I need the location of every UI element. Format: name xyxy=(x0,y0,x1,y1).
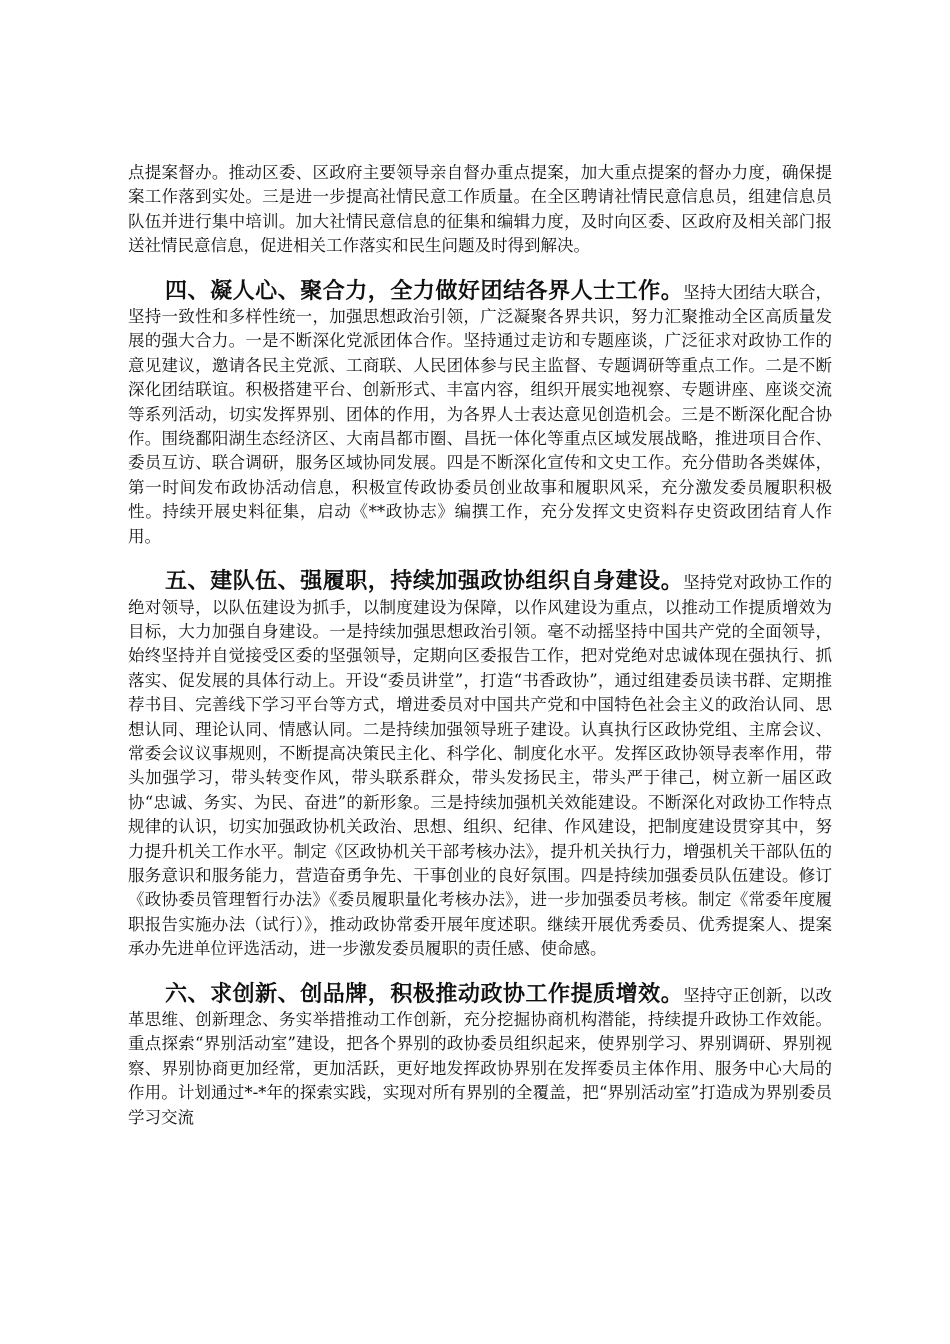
paragraph-text: 点提案督办。推动区委、区政府主要领导亲自督办重点提案，加大重点提案的督办力度，确保提案工作落到实处。三是进一步提高社情民意工作质量。在全区聘请社情民意信息员，组建信息员队伍并进行集中培训。加大社情民意信息的征集和编辑力度，及时向区委、区政府及相关部门报送社情民意信息，促进相关工作落实和民生问题及时得到解决。 xyxy=(128,163,832,256)
section-heading: 四、凝人心、聚合力，全力做好团结各界人士工作。 xyxy=(165,278,684,304)
paragraph-text: 坚持守正创新，以改革思维、创新理念、务实举措推动工作创新，充分挖掘协商机构潜能，持续提升政协工作效能。重点探索“界别活动室”建设，把各个界别的政协委员组织起来，使界别学习、界别调研、界别视察、界别协商更加经常，更加活跃，更好地发挥政协界别在发挥委员主体作用、服务中心大局的作用。计划通过*-*年的探索实践，实现对所有界别的全覆盖，把“界别活动室”打造成为界别委员学习交流 xyxy=(128,985,832,1127)
paragraph-text: 坚持党对政协工作的绝对领导，以队伍建设为抓手，以制度建设为保障，以作风建设为重点，以推动工作提质增效为目标，大力加强自身建设。一是持续加强思想政治引领。毫不动摇坚持中国共产党的全面领导，始终坚持并自觉接受区委的坚强领导，定期向区委报告工作，把对党绝对忠诚体现在强执行、抓落实、促发展的具体行动上。开设“委员讲堂”，打造“书香政协”，通过组建委员读书群、定期推荐书目、完善线下学习平台等方式，增进委员对中国共产党和中国特色社会主义的政治认同、思想认同、理论认同、情感认同。二是持续加强领导班子建设。认真执行区政协党组、主席会议、常委会议议事规则，不断提高决策民主化、科学化、制度化水平。发挥区政协领导表率作用，带头加强学习，带头转变作风，带头联系群众，带头发扬民主，带头严于律己，树立新一届区政协“忠诚、务实、为民、奋进”的新形象。三是持续加强机关效能建设。不断深化对政协工作特点规律的认识，切实加强政协机关政治、思想、组织、纪律、作风建设，把制度建设贯穿其中，努力提升机关工作水平。制定《区政协机关干部考核办法》，提升机关执行力，增强机关干部队伍的服务意识和服务能力，营造奋勇争先、干事创业的良好氛围。四是持续加强委员队伍建设。修订《政协委员管理暂行办法》《委员履职量化考核办法》，进一步加强委员考核。制定《常委年度履职报告实施办法（试行）》，推动政协常委开展年度述职。继续开展优秀委员、优秀提案人、提案承办先进单位评选活动，进一步激发委员履职的责任感、使命感。 xyxy=(128,573,832,959)
paragraph-text: 坚持大团结大联合，坚持一致性和多样性统一，加强思想政治引领，广泛凝聚各界共识，努力汇聚推动全区高质量发展的强大合力。一是不断深化党派团体合作。坚持通过走访和专题座谈，广泛征求对政协工作的意见建议，邀请各民主党派、工商联、人民团体参与民主监督、专题调研等重点工作。二是不断深化团结联谊。积极搭建平台、创新形式、丰富内容，组织开展实地视察、专题讲座、座谈交流等系列活动，切实发挥界别、团体的作用，为各界人士表达意见创造机会。三是不断深化配合协作。围绕鄱阳湖生态经济区、大南昌都市圈、昌抚一体化等重点区域发展战略，推进项目合作、委员互访、联合调研，服务区域协同发展。四是不断深化宣传和文史工作。充分借助各类媒体，第一时间发布政协活动信息，积极宣传政协委员创业故事和履职风采，充分激发委员履职积极性。持续开展史料征集，启动《**政协志》编撰工作，充分发挥文史资料存史资政团结育人作用。 xyxy=(128,282,832,546)
section-five xyxy=(128,570,832,962)
document-body xyxy=(128,161,832,1151)
paragraph-continuation xyxy=(128,161,832,259)
section-heading: 五、建队伍、强履职，持续加强政协组织自身建设。 xyxy=(165,569,684,595)
section-six xyxy=(128,983,832,1130)
section-heading: 六、求创新、创品牌，积极推动政协工作提质增效。 xyxy=(165,981,684,1007)
section-four xyxy=(128,280,832,549)
